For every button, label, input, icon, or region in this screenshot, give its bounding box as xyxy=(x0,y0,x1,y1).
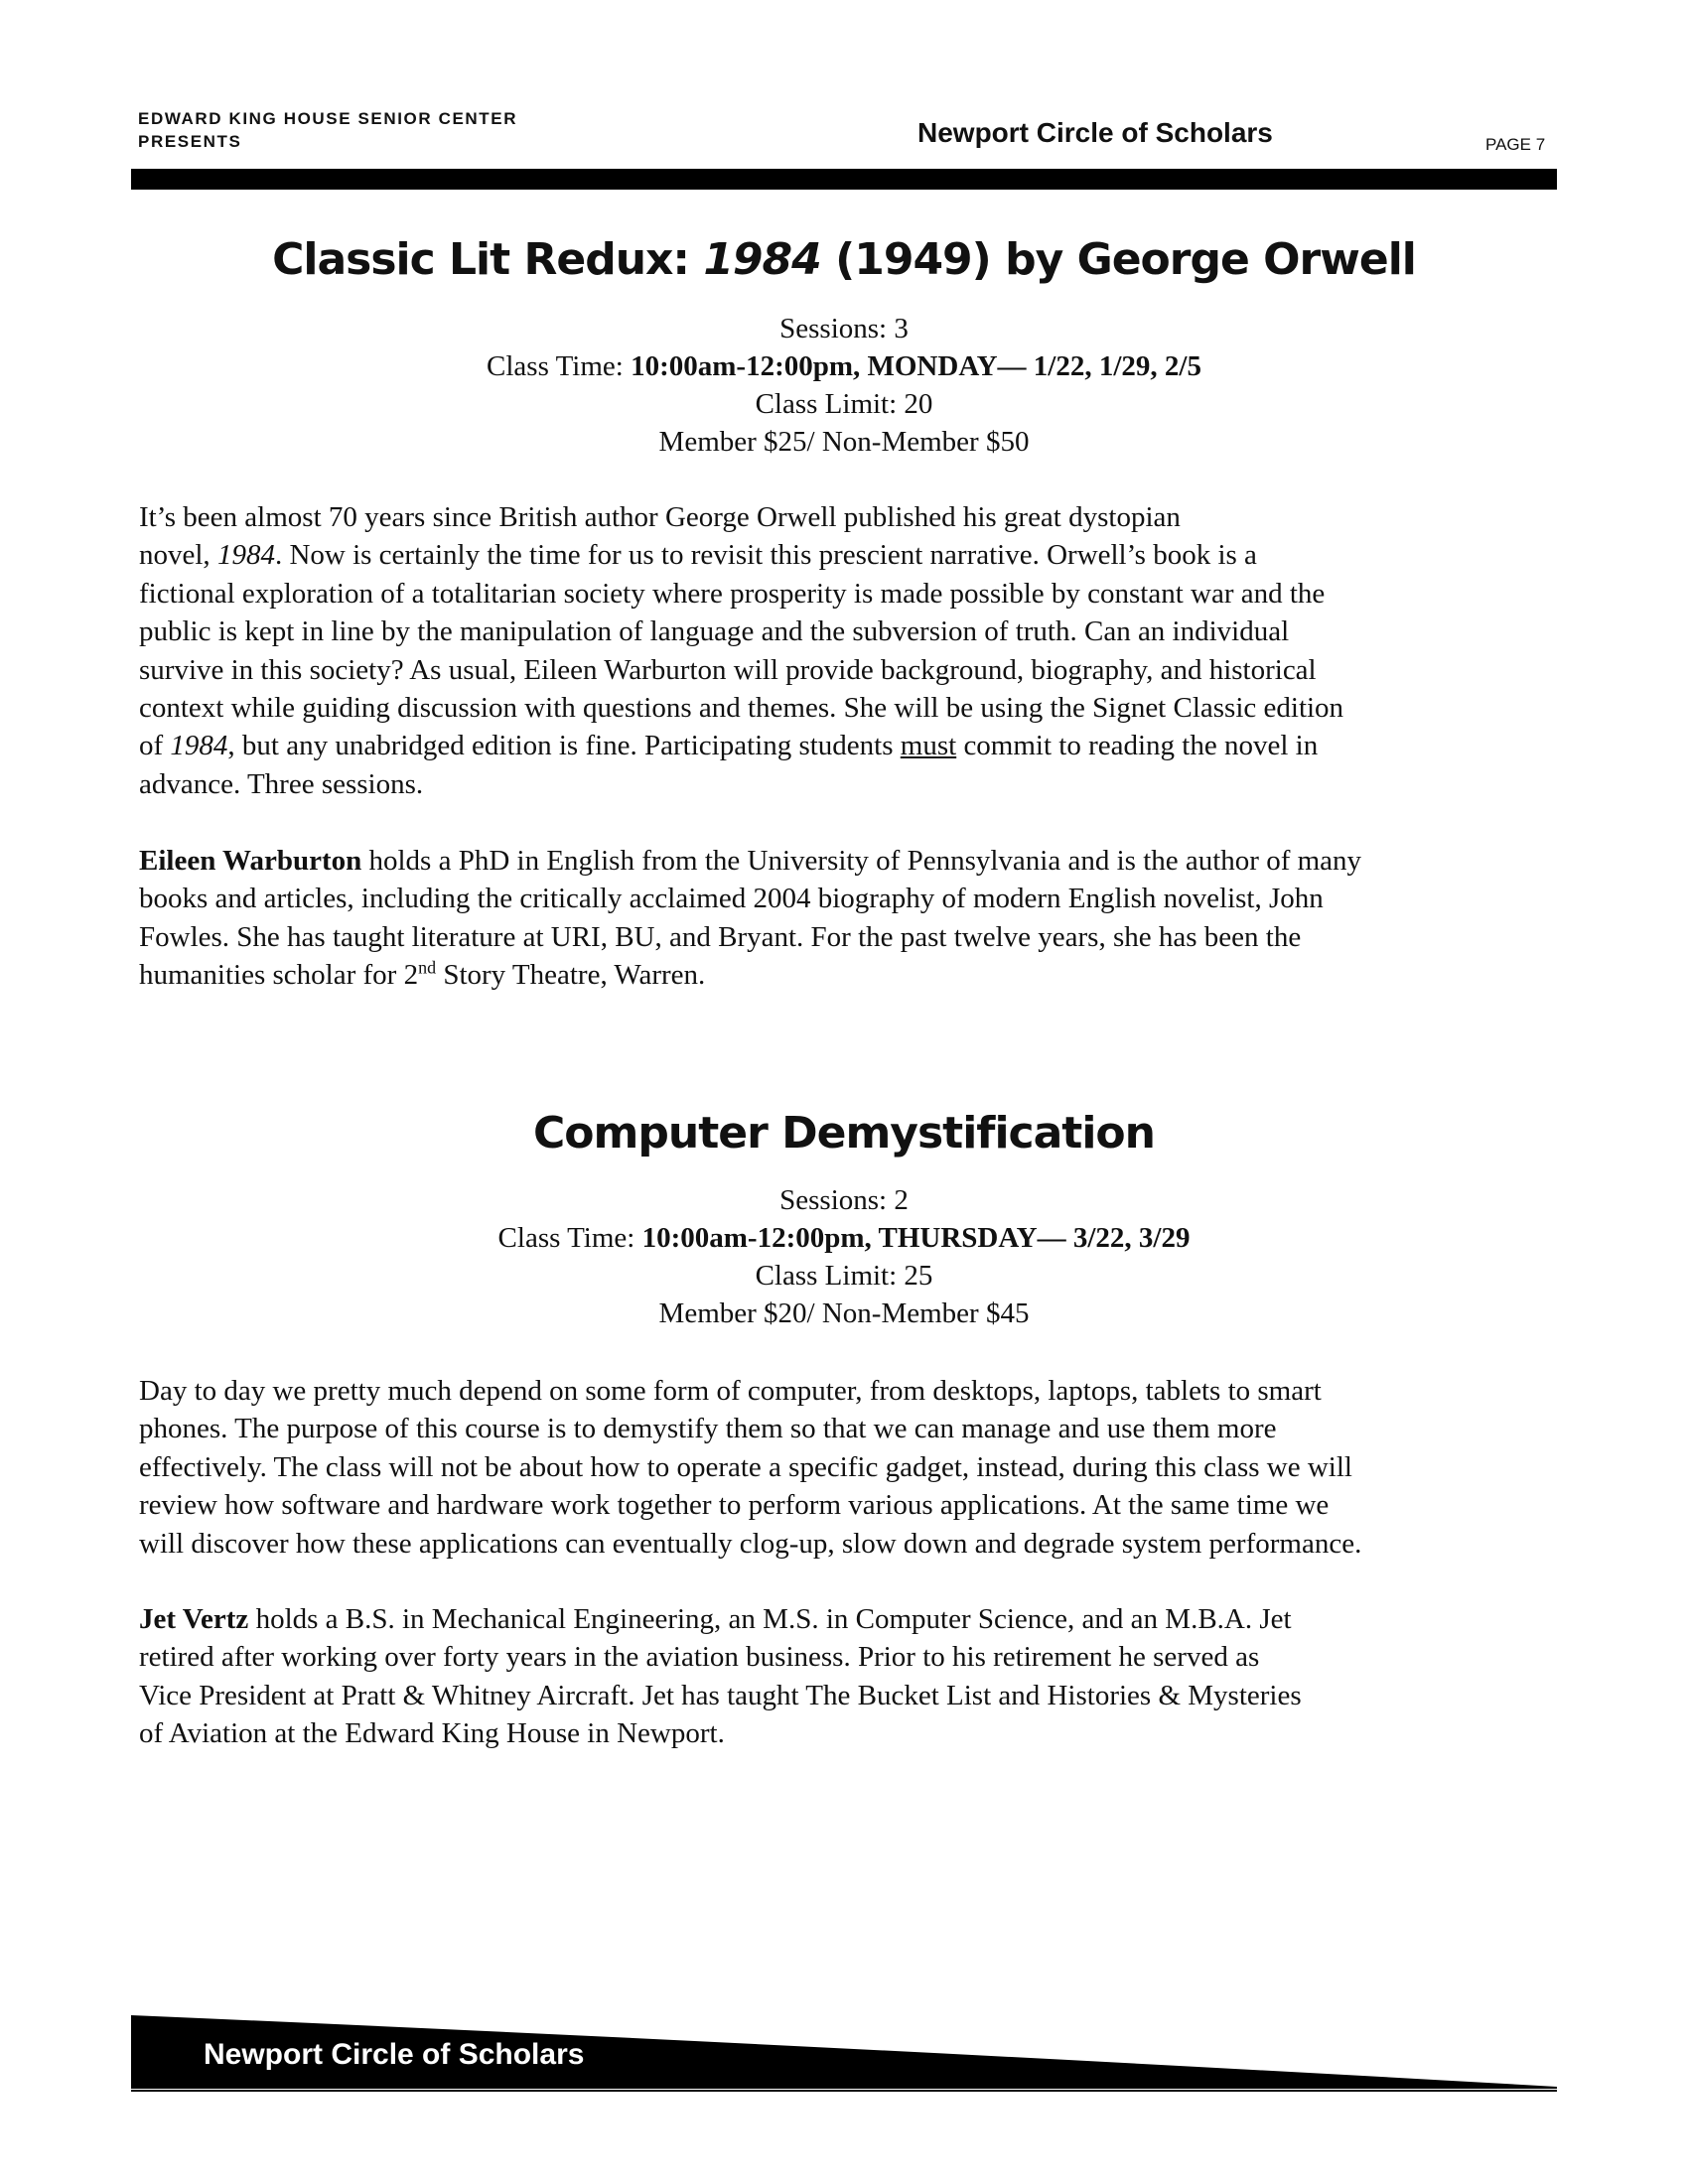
course-2-title: Computer Demystification xyxy=(533,1108,1155,1159)
course-2-class-time-value: 10:00am-12:00pm, THURSDAY— 3/22, 3/29 xyxy=(641,1222,1191,1254)
course-1-details xyxy=(131,310,1557,461)
course-1-class-time-label: Class Time: xyxy=(487,350,632,382)
course-1-class-limit: Class Limit: 20 xyxy=(755,388,933,420)
text-span: , but any unabridged edition is fine. Participating students xyxy=(227,730,901,762)
course-1-class-time xyxy=(131,347,1557,385)
course-1-desc-line xyxy=(139,536,1559,574)
course-2-class-limit: Class Limit: 25 xyxy=(755,1260,933,1292)
organization-name xyxy=(138,107,517,153)
course-1-desc-line: advance. Three sessions. xyxy=(139,767,424,800)
course-1-bio-line xyxy=(139,956,1559,994)
course-2-bio-line: of Aviation at the Edward King House in Newport. xyxy=(139,1717,725,1750)
course-1-description xyxy=(139,498,1559,803)
text-span: novel, xyxy=(139,539,217,572)
course-2-instructor-bio xyxy=(139,1600,1559,1753)
organization-line-1: EDWARD KING HOUSE SENIOR CENTER xyxy=(138,109,518,128)
course-2-bio-line: Vice President at Pratt & Whitney Aircraft. Jet has taught The Bucket List and Histories & Mysteries xyxy=(139,1679,1302,1711)
page-number: PAGE 7 xyxy=(1485,135,1546,154)
text-span: holds a B.S. in Mechanical Engineering, an M.S. in Computer Science, and an M.B.A. Jet xyxy=(248,1603,1292,1635)
course-1-bio-line: Fowles. She has taught literature at URI, BU, and Bryant. For the past twelve years, she has been the xyxy=(139,920,1302,953)
course-1-desc-line: survive in this society? As usual, Eileen Warburton will provide background, biography, and historical xyxy=(139,653,1317,686)
organization-line-2: PRESENTS xyxy=(138,132,242,151)
course-2-desc-line: effectively. The class will not be about how to operate a specific gadget, instead, during this class we will xyxy=(139,1450,1352,1483)
course-2-class-time-label: Class Time: xyxy=(497,1222,642,1254)
header-rule xyxy=(131,169,1557,190)
course-1-desc-line: fictional exploration of a totalitarian society where prosperity is made possible by constant war and the xyxy=(139,577,1326,610)
instructor-name: Eileen Warburton xyxy=(139,845,362,877)
text-span: commit to reading the novel in xyxy=(956,730,1319,762)
course-1-desc-line: public is kept in line by the manipulation of language and the subversion of truth. Can an individual xyxy=(139,615,1290,648)
text-span: holds a PhD in English from the University of Pennsylvania and is the author of many xyxy=(361,845,1362,877)
course-2-description xyxy=(139,1372,1559,1563)
course-2-desc-line: will discover how these applications can eventually clog-up, slow down and degrade system performance. xyxy=(139,1527,1362,1560)
ordinal-suffix: nd xyxy=(418,957,437,978)
book-title-italic: 1984 xyxy=(216,539,275,572)
course-2-bio-line: retired after working over forty years in the aviation business. Prior to his retirement he served as xyxy=(139,1641,1260,1674)
underlined-word: must xyxy=(900,730,957,762)
course-2-bio-line xyxy=(139,1600,1559,1638)
book-title-italic: 1984 xyxy=(170,730,228,762)
instructor-name: Jet Vertz xyxy=(139,1603,249,1635)
course-2-price: Member $20/ Non-Member $45 xyxy=(658,1297,1030,1329)
course-1-title-prefix: Classic Lit Redux: xyxy=(272,234,704,285)
program-title: Newport Circle of Scholars xyxy=(917,117,1273,148)
course-1-sessions: Sessions: 3 xyxy=(779,313,909,344)
course-1-title-italic: 1984 xyxy=(703,234,821,285)
course-2-desc-line: Day to day we pretty much depend on some form of computer, from desktops, laptops, tablets to smart xyxy=(139,1375,1322,1407)
text-span: humanities scholar for 2 xyxy=(139,959,419,992)
course-1-class-time-value: 10:00am-12:00pm, MONDAY— 1/22, 1/29, 2/5 xyxy=(631,350,1201,382)
course-1-bio-line xyxy=(139,842,1559,880)
course-2-desc-line: phones. The purpose of this course is to demystify them so that we can manage and use them more xyxy=(139,1413,1277,1445)
course-1-bio-line: books and articles, including the critically acclaimed 2004 biography of modern English novelist, John xyxy=(139,883,1324,915)
footer-program-title: Newport Circle of Scholars xyxy=(204,2038,585,2071)
course-2-class-time xyxy=(131,1219,1557,1257)
course-1-desc-line: context while guiding discussion with questions and themes. She will be using the Signet Classic edition xyxy=(139,692,1344,725)
course-1-desc-line: It’s been almost 70 years since British author George Orwell published his great dystopian xyxy=(139,501,1181,533)
course-1-desc-line xyxy=(139,727,1559,764)
text-span: . Now is certainly the time for us to revisit this prescient narrative. Orwell’s book is a xyxy=(274,539,1257,572)
course-2-details xyxy=(131,1181,1557,1332)
course-1-title xyxy=(131,234,1557,285)
course-1-price: Member $25/ Non-Member $50 xyxy=(658,426,1030,458)
course-2-sessions: Sessions: 2 xyxy=(779,1184,909,1216)
course-1-instructor-bio xyxy=(139,842,1559,995)
course-1-title-suffix: (1949) by George Orwell xyxy=(820,234,1416,285)
text-span: Story Theatre, Warren. xyxy=(436,959,706,992)
course-2-desc-line: review how software and hardware work together to perform various applications. At the same time we xyxy=(139,1489,1330,1522)
text-span: of xyxy=(139,730,171,762)
